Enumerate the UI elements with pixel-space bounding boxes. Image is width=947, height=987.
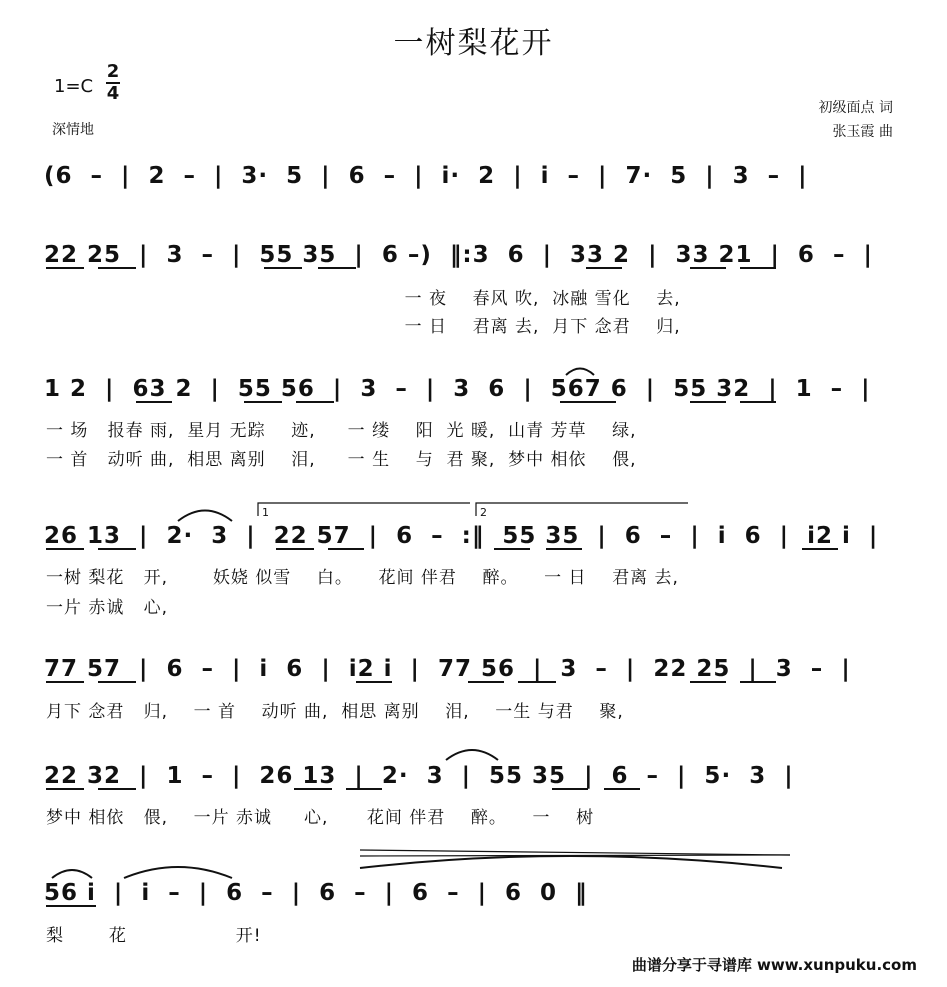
song-title: 一树梨花开 — [393, 26, 554, 61]
notation-line-1: (6 – | 2 – | 3· 5 | 6 – | i· 2 | i – | 7· 5 | 3 – | — [44, 163, 808, 189]
slur — [178, 511, 232, 522]
lyric-line-7: 梨 花 开! — [46, 926, 262, 946]
lyric-line-5: 月下 念君 归, 一 首 动听 曲, 相思 离别 泪, 一生 与君 聚, — [46, 702, 624, 722]
lyric-line-4-verse-1: 一树 梨花 开, 妖娆 似雪 白。 花间 伴君 醉。 一 日 君离 去, — [46, 568, 679, 588]
hairpin-line — [360, 855, 790, 856]
lyric-line-6: 梦中 相依 偎, 一片 赤诚 心, 花间 伴君 醉。 一 树 — [46, 808, 595, 828]
notation-line-2: 22 25 | 3 – | 55 35 | 6 –) ‖:3 6 | 33 2 | 33 21 | 6 – | — [44, 242, 873, 268]
notation-line-5: 77 57 | 6 – | i 6 | i2 i | 77 56 | 3 – | 22 25 | 3 – | — [44, 656, 851, 682]
slur — [52, 870, 92, 878]
lyricist-credit: 初级面点 词 — [818, 100, 893, 116]
slur — [124, 867, 232, 878]
notation-line-7: 56 i | i – | 6 – | 6 – | 6 – | 6 0 ‖ — [44, 880, 588, 906]
time-signature-bottom: 4 — [106, 83, 120, 104]
volta-bracket-2 — [476, 503, 688, 516]
lyric-line-3-verse-1: 一 场 报春 雨, 星月 无踪 迹, 一 缕 阳 光 暖, 山青 芳草 绿, — [46, 421, 637, 441]
lyric-line-3-verse-2: 一 首 动听 曲, 相思 离别 泪, 一 生 与 君 聚, 梦中 相依 偎, — [46, 450, 637, 470]
notation-line-6: 22 32 | 1 – | 26 13 | 2· 3 | 55 35 | 6 – | 5· 3 | — [44, 763, 794, 789]
volta-2-label: 2 — [480, 506, 487, 519]
notation-line-3: 1 2 | 63 2 | 55 56 | 3 – | 3 6 | 567 6 | 55 32 | 1 – | — [44, 376, 871, 402]
slur — [566, 369, 594, 376]
slur — [446, 750, 498, 760]
source-footer: 曲谱分享于寻谱库 www.xunpuku.com — [631, 956, 917, 974]
lyric-line-2-verse-2: 一 日 君离 去, 月下 念君 归, — [46, 317, 681, 337]
key-signature: 1=C — [54, 76, 94, 97]
composer-credit: 张玉霞 曲 — [832, 124, 893, 140]
volta-bracket-1 — [258, 503, 470, 516]
slur — [360, 856, 782, 868]
tempo-marking: 深情地 — [52, 122, 94, 138]
lyric-line-2-verse-1: 一 夜 春风 吹, 冰融 雪化 去, — [46, 289, 681, 309]
time-signature-top: 2 — [106, 61, 120, 82]
volta-1-label: 1 — [262, 506, 269, 519]
hairpin-line — [360, 850, 790, 855]
lyric-line-4-verse-2: 一片 赤诚 心, — [46, 598, 169, 618]
notation-line-4: 26 13 | 2· 3 | 22 57 | 6 – :‖ 55 35 | 6 – | i 6 | i2 i | — [44, 523, 879, 549]
